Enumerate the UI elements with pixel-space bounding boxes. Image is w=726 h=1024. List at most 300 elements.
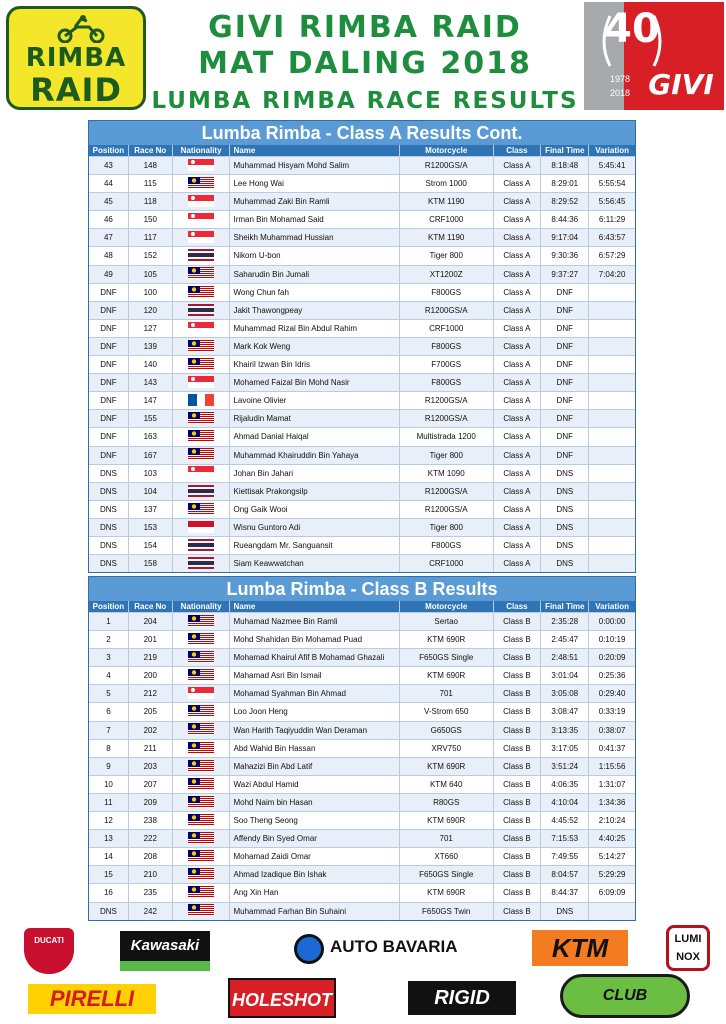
variation-cell: 1:34:36: [598, 797, 626, 807]
rider-name-cell: Mark Kok Weng: [230, 338, 399, 355]
class-a-rows: [89, 156, 635, 572]
rider-name-cell: Mohamad Syahman Bin Ahmad: [230, 685, 399, 702]
nationality-cell: [173, 374, 231, 391]
position-cell: 15: [89, 866, 129, 883]
table-row: [89, 355, 635, 373]
table-row: [89, 446, 635, 464]
bmw-roundel-icon: [294, 934, 324, 964]
nationality-cell: [173, 338, 231, 355]
race-no-cell: 120: [129, 302, 173, 319]
nationality-cell: [173, 649, 231, 666]
position-cell: 14: [89, 848, 129, 865]
nationality-cell: [173, 247, 231, 264]
final-time-cell: DNS: [541, 519, 589, 536]
final-time-cell: 4:10:04: [541, 794, 589, 811]
variation-cell: 6:09:09: [598, 888, 626, 898]
final-time-cell: 4:06:35: [541, 776, 589, 793]
nationality-cell: [173, 812, 231, 829]
table-row: [89, 684, 635, 702]
race-no-cell: 201: [129, 631, 173, 648]
nationality-cell: [173, 356, 231, 373]
position-cell: DNF: [89, 410, 129, 427]
rider-name-cell: Nikorn U-bon: [230, 247, 399, 264]
table-row: [89, 156, 635, 174]
table-row: [89, 482, 635, 500]
race-no-cell: 140: [129, 356, 173, 373]
final-time-cell: DNS: [541, 501, 589, 518]
position-cell: DNS: [89, 483, 129, 500]
table-row: [89, 427, 635, 445]
race-no-cell: 238: [129, 812, 173, 829]
variation-cell: [589, 537, 635, 554]
table-row: [89, 391, 635, 409]
class-a-table-title: Lumba Rimba - Class A Results Cont.: [89, 121, 635, 145]
motorcycle-cell: F800GS: [400, 284, 494, 301]
final-time-cell: 3:17:05: [541, 740, 589, 757]
rider-name-cell: Muhammad Farhan Bin Suhaini: [230, 903, 399, 920]
flag-icon: [188, 159, 214, 171]
class-cell: Class A: [494, 211, 542, 228]
position-cell: 4: [89, 667, 129, 684]
flag-icon: [188, 213, 214, 225]
anniversary-number: 40: [604, 6, 660, 52]
nationality-cell: [173, 175, 231, 192]
givi-40-years-logo: [584, 2, 724, 110]
nationality-cell: [173, 884, 231, 901]
position-cell: 6: [89, 703, 129, 720]
nationality-cell: [173, 722, 231, 739]
class-cell: Class A: [494, 374, 542, 391]
race-no-cell: 103: [129, 465, 173, 482]
rider-name-cell: Rueangdam Mr. Sanguansit: [230, 537, 399, 554]
class-cell: Class B: [494, 740, 542, 757]
final-time-cell: 8:29:01: [541, 175, 589, 192]
race-no-cell: 209: [129, 794, 173, 811]
luminox-line1: LUMI: [674, 933, 702, 945]
race-no-cell: 153: [129, 519, 173, 536]
nationality-cell: [173, 465, 231, 482]
class-cell: Class A: [494, 555, 542, 572]
variation-cell: 6:57:29: [598, 251, 626, 261]
variation-cell: [589, 320, 635, 337]
race-no-cell: 118: [129, 193, 173, 210]
flag-icon: [188, 687, 214, 699]
variation-cell: 7:04:20: [598, 269, 626, 279]
motorcycle-cell: CRF1000: [400, 320, 494, 337]
flag-icon: [188, 705, 214, 717]
flag-icon: [188, 832, 214, 844]
page-title: GIVI RIMBA RAID: [208, 10, 522, 45]
class-cell: Class B: [494, 866, 542, 883]
nationality-cell: [173, 410, 231, 427]
final-time-cell: DNF: [541, 410, 589, 427]
header-class: Class: [494, 601, 542, 612]
table-row: [89, 373, 635, 391]
class-cell: Class A: [494, 465, 542, 482]
variation-cell: 4:40:25: [598, 834, 626, 844]
race-no-cell: 204: [129, 613, 173, 630]
motorcycle-cell: G650GS: [400, 722, 494, 739]
motorcycle-cell: CRF1000: [400, 211, 494, 228]
header-variation: Variation: [595, 602, 629, 611]
class-b-header-row: [89, 601, 635, 612]
flag-icon: [188, 195, 214, 207]
rider-name-cell: Rijaludin Mamat: [230, 410, 399, 427]
flag-icon: [188, 760, 214, 772]
position-cell: 11: [89, 794, 129, 811]
givi-brand: GIVI: [648, 68, 714, 101]
ducati-logo: DUCATI: [24, 928, 74, 974]
flag-icon: [188, 249, 214, 261]
holeshot-logo: HOLESHOT: [228, 978, 336, 1018]
variation-cell: [589, 465, 635, 482]
position-cell: 44: [89, 175, 129, 192]
final-time-cell: 9:37:27: [541, 266, 589, 283]
variation-cell: [589, 338, 635, 355]
race-no-cell: 167: [129, 447, 173, 464]
motorcycle-cell: CRF1000: [400, 555, 494, 572]
motorcycle-cell: F650GS Single: [400, 649, 494, 666]
table-row: [89, 883, 635, 901]
class-cell: Class A: [494, 266, 542, 283]
class-cell: Class B: [494, 685, 542, 702]
flag-icon: [188, 448, 214, 460]
nationality-cell: [173, 483, 231, 500]
nationality-cell: [173, 392, 231, 409]
nationality-cell: [173, 758, 231, 775]
flag-icon: [188, 633, 214, 645]
variation-cell: 0:25:36: [598, 671, 626, 681]
position-cell: DNF: [89, 374, 129, 391]
table-row: [89, 630, 635, 648]
race-no-cell: 154: [129, 537, 173, 554]
motorcycle-cell: KTM 690R: [400, 758, 494, 775]
race-no-cell: 163: [129, 428, 173, 445]
final-time-cell: DNF: [541, 338, 589, 355]
rider-name-cell: Johan Bin Jahari: [230, 465, 399, 482]
nationality-cell: [173, 848, 231, 865]
final-time-cell: DNF: [541, 447, 589, 464]
class-cell: Class B: [494, 903, 542, 920]
motorcycle-cell: Strom 1000: [400, 175, 494, 192]
table-row: [89, 648, 635, 666]
rider-name-cell: Ong Gaik Wooi: [230, 501, 399, 518]
motorcycle-cell: Tiger 800: [400, 247, 494, 264]
race-no-cell: 100: [129, 284, 173, 301]
table-row: [89, 811, 635, 829]
position-cell: DNS: [89, 903, 129, 920]
final-time-cell: 9:30:36: [541, 247, 589, 264]
table-row: [89, 228, 635, 246]
final-time-cell: DNS: [541, 465, 589, 482]
variation-cell: 0:20:09: [598, 653, 626, 663]
final-time-cell: 4:45:52: [541, 812, 589, 829]
position-cell: DNS: [89, 501, 129, 518]
position-cell: 46: [89, 211, 129, 228]
flag-icon: [188, 267, 214, 279]
rider-name-cell: Mohamed Faizal Bin Mohd Nasir: [230, 374, 399, 391]
position-cell: DNS: [89, 537, 129, 554]
class-cell: Class A: [494, 157, 542, 174]
variation-cell: 0:10:19: [598, 635, 626, 645]
table-row: [89, 702, 635, 720]
final-time-cell: 3:01:04: [541, 667, 589, 684]
race-no-cell: 208: [129, 848, 173, 865]
rider-name-cell: Ang Xin Han: [230, 884, 399, 901]
nationality-cell: [173, 302, 231, 319]
variation-cell: 5:29:29: [598, 870, 626, 880]
motorcycle-cell: KTM 690R: [400, 884, 494, 901]
position-cell: DNF: [89, 284, 129, 301]
final-time-cell: 3:13:35: [541, 722, 589, 739]
header-final-time: Final Time: [541, 145, 589, 156]
final-time-cell: 8:29:52: [541, 193, 589, 210]
position-cell: DNS: [89, 555, 129, 572]
motorcycle-cell: F800GS: [400, 374, 494, 391]
race-no-cell: 127: [129, 320, 173, 337]
final-time-cell: DNS: [541, 537, 589, 554]
class-cell: Class B: [494, 631, 542, 648]
nationality-cell: [173, 519, 231, 536]
anniversary-year-start: 1978: [610, 74, 631, 84]
flag-icon: [188, 742, 214, 754]
final-time-cell: DNS: [541, 483, 589, 500]
flag-icon: [188, 814, 214, 826]
class-cell: Class B: [494, 830, 542, 847]
motorbike-rider-icon: [55, 15, 107, 43]
flag-icon: [188, 615, 214, 627]
rider-name-cell: Saharudin Bin Jumali: [230, 266, 399, 283]
variation-cell: [589, 501, 635, 518]
flag-icon: [188, 286, 214, 298]
class-cell: Class A: [494, 519, 542, 536]
final-time-cell: DNF: [541, 374, 589, 391]
flag-icon: [188, 651, 214, 663]
rider-name-cell: Mohd Shahidan Bin Mohamad Puad: [230, 631, 399, 648]
rimba-raid-logo: [6, 6, 146, 110]
table-row: [89, 793, 635, 811]
class-cell: Class B: [494, 848, 542, 865]
motorcycle-cell: Tiger 800: [400, 519, 494, 536]
race-no-cell: 137: [129, 501, 173, 518]
motorcycle-cell: KTM 1190: [400, 229, 494, 246]
variation-cell: 2:10:24: [598, 816, 626, 826]
rider-name-cell: Muhammad Khairuddin Bin Yahaya: [230, 447, 399, 464]
nationality-cell: [173, 685, 231, 702]
position-cell: 43: [89, 157, 129, 174]
motorcycle-cell: Sertao: [400, 613, 494, 630]
variation-cell: 6:11:29: [599, 215, 626, 225]
class-cell: Class A: [494, 428, 542, 445]
race-no-cell: 152: [129, 247, 173, 264]
position-cell: 48: [89, 247, 129, 264]
flag-icon: [188, 886, 214, 898]
nationality-cell: [173, 157, 231, 174]
nationality-cell: [173, 667, 231, 684]
race-no-cell: 148: [129, 157, 173, 174]
class-cell: Class B: [494, 794, 542, 811]
motorcycle-cell: XT660: [400, 848, 494, 865]
motorcycle-cell: F800GS: [400, 537, 494, 554]
motorcycle-cell: F650GS Single: [400, 866, 494, 883]
kawasaki-logo: Kawasaki: [120, 931, 210, 971]
flag-icon: [188, 503, 214, 515]
table-row: [89, 721, 635, 739]
nationality-cell: [173, 613, 231, 630]
race-no-cell: 242: [129, 903, 173, 920]
rider-name-cell: Loo Joon Heng: [230, 703, 399, 720]
class-cell: Class B: [494, 776, 542, 793]
race-no-cell: 211: [129, 740, 173, 757]
position-cell: 5: [89, 685, 129, 702]
motorcycle-cell: F650GS Twin: [400, 903, 494, 920]
position-cell: 9: [89, 758, 129, 775]
race-no-cell: 205: [129, 703, 173, 720]
table-row: [89, 829, 635, 847]
final-time-cell: DNS: [541, 903, 589, 920]
rider-name-cell: Wisnu Guntoro Adi: [230, 519, 399, 536]
motorcycle-cell: KTM 1090: [400, 465, 494, 482]
race-no-cell: 143: [129, 374, 173, 391]
motorcycle-cell: F700GS: [400, 356, 494, 373]
rider-name-cell: Mahamad Asri Bin Ismail: [230, 667, 399, 684]
table-row: [89, 409, 635, 427]
nationality-cell: [173, 501, 231, 518]
class-cell: Class A: [494, 338, 542, 355]
table-row: [89, 301, 635, 319]
class-a-header-row: [89, 145, 635, 156]
table-row: [89, 865, 635, 883]
flag-icon: [188, 412, 214, 424]
variation-cell: [589, 356, 635, 373]
variation-cell: [589, 302, 635, 319]
flag-icon: [188, 539, 214, 551]
final-time-cell: 2:45:47: [541, 631, 589, 648]
motorcycle-cell: XRV750: [400, 740, 494, 757]
final-time-cell: 2:48:51: [541, 649, 589, 666]
luminox-logo: [666, 925, 710, 971]
table-row: [89, 739, 635, 757]
race-no-cell: 155: [129, 410, 173, 427]
final-time-cell: DNF: [541, 284, 589, 301]
anniversary-year-end: 2018: [610, 88, 631, 98]
rider-name-cell: Kiettisak Prakongsilp: [230, 483, 399, 500]
final-time-cell: 7:15:53: [541, 830, 589, 847]
class-cell: Class B: [494, 667, 542, 684]
page-subtitle: MAT DALING 2018: [198, 46, 532, 81]
nationality-cell: [173, 428, 231, 445]
motorcycle-cell: R1200GS/A: [400, 501, 494, 518]
race-no-cell: 104: [129, 483, 173, 500]
race-no-cell: 115: [129, 175, 173, 192]
motorcycle-cell: R80GS: [400, 794, 494, 811]
table-row: [89, 757, 635, 775]
logo-word-rimba: RIMBA: [25, 43, 127, 73]
position-cell: DNS: [89, 519, 129, 536]
motorcycle-cell: XT1200Z: [400, 266, 494, 283]
race-no-cell: 212: [129, 685, 173, 702]
nationality-cell: [173, 537, 231, 554]
race-no-cell: 139: [129, 338, 173, 355]
final-time-cell: 2:35:28: [541, 613, 589, 630]
position-cell: DNF: [89, 356, 129, 373]
race-no-cell: 203: [129, 758, 173, 775]
rider-name-cell: Mohamad Zaidi Omar: [230, 848, 399, 865]
flag-icon: [188, 850, 214, 862]
flag-icon: [188, 466, 214, 478]
header-motorcycle: Motorcycle: [400, 145, 494, 156]
class-b-results-table: [88, 576, 636, 921]
rider-name-cell: Jakit Thawongpeay: [230, 302, 399, 319]
motorcycle-cell: R1200GS/A: [400, 392, 494, 409]
class-cell: Class A: [494, 247, 542, 264]
flag-icon: [188, 669, 214, 681]
position-cell: DNS: [89, 465, 129, 482]
motorcycle-cell: KTM 690R: [400, 631, 494, 648]
final-time-cell: 8:44:36: [541, 211, 589, 228]
class-cell: Class A: [494, 320, 542, 337]
logo-word-raid: RAID: [30, 71, 122, 109]
class-cell: Class B: [494, 758, 542, 775]
position-cell: DNF: [89, 338, 129, 355]
pirelli-logo: PIRELLI: [28, 984, 156, 1014]
variation-cell: 5:45:41: [598, 161, 626, 170]
motorcycle-cell: R1200GS/A: [400, 157, 494, 174]
final-time-cell: DNF: [541, 392, 589, 409]
final-time-cell: DNF: [541, 356, 589, 373]
rider-name-cell: Ahmad Izadique Bin Ishak: [230, 866, 399, 883]
position-cell: DNF: [89, 392, 129, 409]
position-cell: 7: [89, 722, 129, 739]
variation-cell: [589, 519, 635, 536]
rider-name-cell: Muhammad Rizal Bin Abdul Rahim: [230, 320, 399, 337]
final-time-cell: DNF: [541, 320, 589, 337]
race-no-cell: 117: [129, 229, 173, 246]
final-time-cell: 3:08:47: [541, 703, 589, 720]
header-nationality: Nationality: [173, 601, 231, 612]
class-b-rows: [89, 612, 635, 920]
auto-bavaria-logo: AUTO BAVARIA: [330, 937, 458, 956]
page-section-title: LUMBA RIMBA RACE RESULTS: [151, 88, 579, 114]
position-cell: 8: [89, 740, 129, 757]
table-row: [89, 775, 635, 793]
position-cell: 49: [89, 266, 129, 283]
table-row: [89, 554, 635, 572]
table-row: [89, 847, 635, 865]
motorcycle-cell: Multistrada 1200: [400, 428, 494, 445]
position-cell: 2: [89, 631, 129, 648]
variation-cell: [589, 284, 635, 301]
rider-name-cell: Abd Wahid Bin Hassan: [230, 740, 399, 757]
variation-cell: 6:43:57: [598, 233, 626, 243]
rider-name-cell: Muhammad Zaki Bin Ramli: [230, 193, 399, 210]
class-cell: Class A: [494, 356, 542, 373]
class-cell: Class A: [494, 284, 542, 301]
rider-name-cell: Ahmad Danial Haiqal: [230, 428, 399, 445]
race-no-cell: 235: [129, 884, 173, 901]
class-cell: Class A: [494, 302, 542, 319]
final-time-cell: DNF: [541, 302, 589, 319]
race-no-cell: 202: [129, 722, 173, 739]
rider-name-cell: Lee Hong Wai: [230, 175, 399, 192]
nationality-cell: [173, 229, 231, 246]
nationality-cell: [173, 903, 231, 920]
nationality-cell: [173, 320, 231, 337]
flag-icon: [188, 322, 214, 334]
table-row: [89, 902, 635, 920]
position-cell: 12: [89, 812, 129, 829]
rider-name-cell: Wan Harith Taqiyuddin Wan Deraman: [230, 722, 399, 739]
